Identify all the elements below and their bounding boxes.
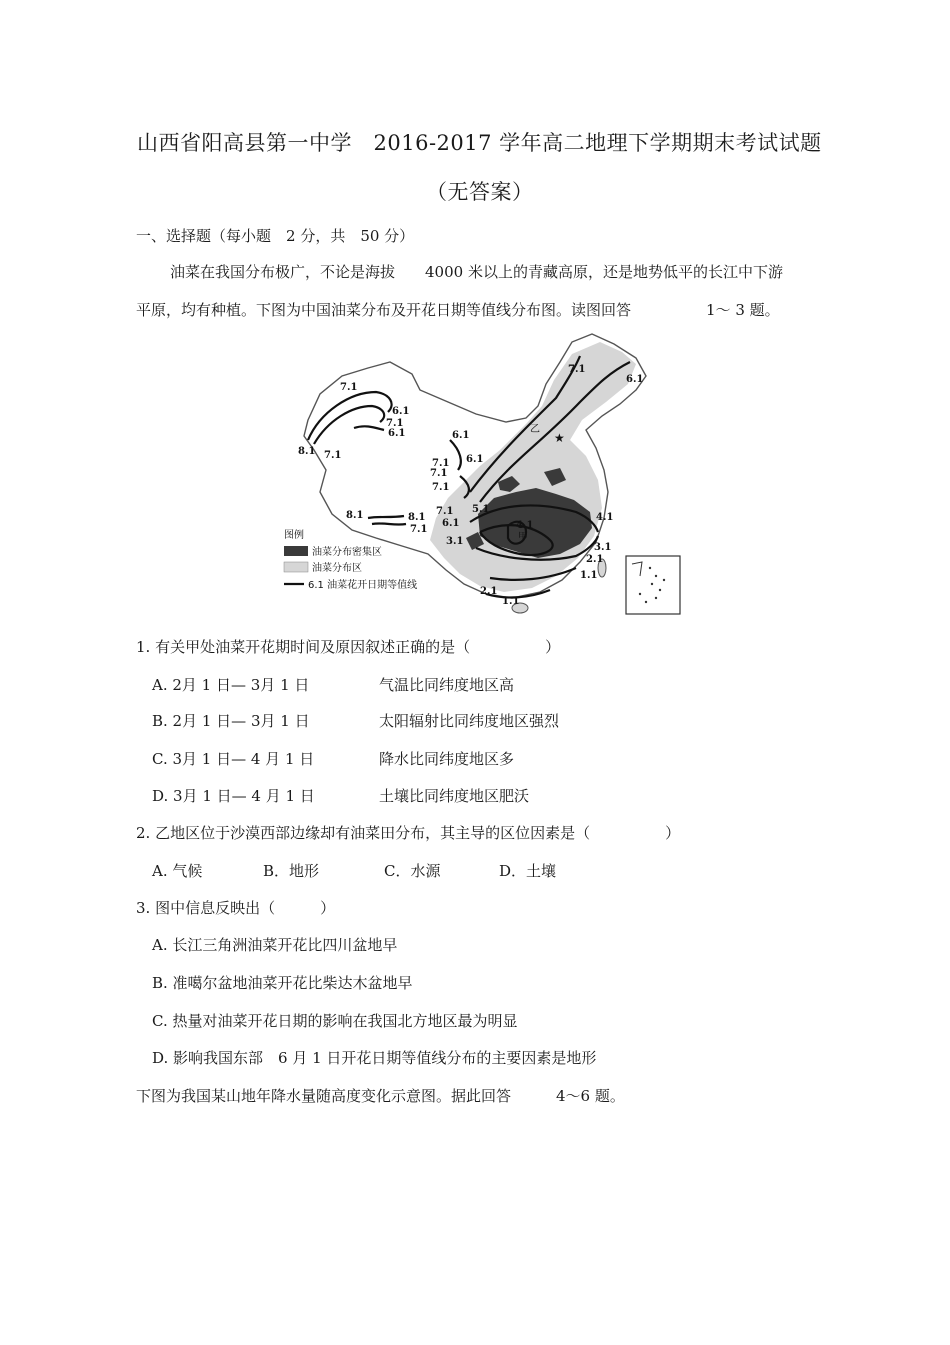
legend-dense-label: 油菜分布密集区 xyxy=(312,547,382,558)
isoline-label: 8.1 xyxy=(298,446,316,457)
isoline-label: 2.1 xyxy=(480,586,498,597)
isoline-label: 7.1 xyxy=(432,458,450,469)
isoline-label: 2.1 xyxy=(586,554,604,565)
isoline-label: 1.1 xyxy=(502,596,520,607)
intro-paragraph-line1: 油菜在我国分布极广，不论是海拔 4000 米以上的青藏高原，还是地势低平的长江中下游 xyxy=(170,263,783,281)
page-title-line2: （无答案） xyxy=(426,180,534,204)
star-marker-icon: ★ xyxy=(554,431,565,445)
q1-option-b-reason: 太阳辐射比同纬度地区强烈 xyxy=(379,712,560,730)
isoline-label: 6.1 xyxy=(466,454,484,465)
isoline-label: 3.1 xyxy=(446,536,464,547)
isoline-label: 7.1 xyxy=(386,418,404,429)
isoline-label: 7.1 xyxy=(436,506,454,517)
isoline-label: 4.1 xyxy=(596,512,614,523)
china-rapeseed-map xyxy=(280,332,690,624)
q3-option-b: B. 准噶尔盆地油菜开花比柴达木盆地早 xyxy=(152,974,413,992)
q2-option-d: D．土壤 xyxy=(499,862,557,880)
q3-stem: 3. 图中信息反映出（ ） xyxy=(136,899,336,917)
isoline-label: 5.1 xyxy=(472,504,490,515)
isoline-label: 3.1 xyxy=(594,542,612,553)
map-symbol-yi: 乙 xyxy=(530,424,540,435)
q3-option-d: D. 影响我国东部 6 月 1 日开花日期等值线分布的主要因素是地形 xyxy=(152,1049,597,1067)
q3-option-a: A. 长江三角洲油菜开花比四川盆地早 xyxy=(152,936,398,954)
legend-dense-swatch xyxy=(284,546,308,556)
isoline-label: 6.1 xyxy=(388,428,406,439)
isoline-label: 8.1 xyxy=(346,510,364,521)
q2-stem: 2. 乙地区位于沙漠西部边缘却有油菜田分布，其主导的区位因素是（ ） xyxy=(136,824,681,842)
q1-option-d-reason: 土壤比同纬度地区肥沃 xyxy=(379,787,530,805)
isoline-label: 6.1 xyxy=(442,518,460,529)
isoline-label: 6.1 xyxy=(392,406,410,417)
intro-paragraph-line2: 平原，均有种植。下图为中国油菜分布及开花日期等值线分布图。读图回答 1～ 3 题。 xyxy=(136,301,780,319)
page-title-line1: 山西省阳高县第一中学 2016-2017 学年高二地理下学期期末考试试题 xyxy=(137,131,822,155)
legend-area-label: 油菜分布区 xyxy=(312,563,362,574)
isoline-label: 8.1 xyxy=(408,512,426,523)
q1-option-c-reason: 降水比同纬度地区多 xyxy=(379,750,515,768)
q3-option-c: C. 热量对油菜开花日期的影响在我国北方地区最为明显 xyxy=(152,1012,518,1030)
q1-stem: 1. 有关甲处油菜开花期时间及原因叙述正确的是（ ） xyxy=(136,638,561,656)
q2-option-b: B．地形 xyxy=(263,862,320,880)
q2-option-a: A. 气候 xyxy=(152,862,203,880)
isoline-label: 1.1 xyxy=(580,570,598,581)
isoline-label: 4.1 xyxy=(516,520,534,531)
legend-isoline-label: 6.1 油菜花开日期等值线 xyxy=(308,580,418,591)
section-heading: 一、选择题（每小题 2 分，共 50 分） xyxy=(136,227,415,245)
q1-option-b-date: B. 2月 1 日— 3月 1 日 xyxy=(152,712,310,730)
q1-option-d-date: D. 3月 1 日— 4 月 1 日 xyxy=(152,787,315,805)
isoline-label: 7.1 xyxy=(410,524,428,535)
isoline-label: 7.1 xyxy=(568,364,586,375)
map-symbol-jia: 甲 xyxy=(518,532,528,543)
isoline-label: 6.1 xyxy=(452,430,470,441)
legend-title: 图例 xyxy=(284,530,304,541)
q2-option-c: C．水源 xyxy=(384,862,441,880)
isoline-label: 7.1 xyxy=(340,382,358,393)
isoline-label: 7.1 xyxy=(432,482,450,493)
isoline-label: 7.1 xyxy=(324,450,342,461)
south-china-sea-inset xyxy=(626,556,680,614)
isoline-label: 7.1 xyxy=(430,468,448,479)
q1-option-a-reason: 气温比同纬度地区高 xyxy=(379,676,515,694)
legend-area-swatch xyxy=(284,562,308,572)
next-questions-intro: 下图为我国某山地年降水量随高度变化示意图。据此回答 4～6 题。 xyxy=(136,1087,625,1105)
q1-option-a-date: A. 2月 1 日— 3月 1 日 xyxy=(152,676,310,694)
isoline-label: 6.1 xyxy=(626,374,644,385)
q1-option-c-date: C. 3月 1 日— 4 月 1 日 xyxy=(152,750,315,768)
